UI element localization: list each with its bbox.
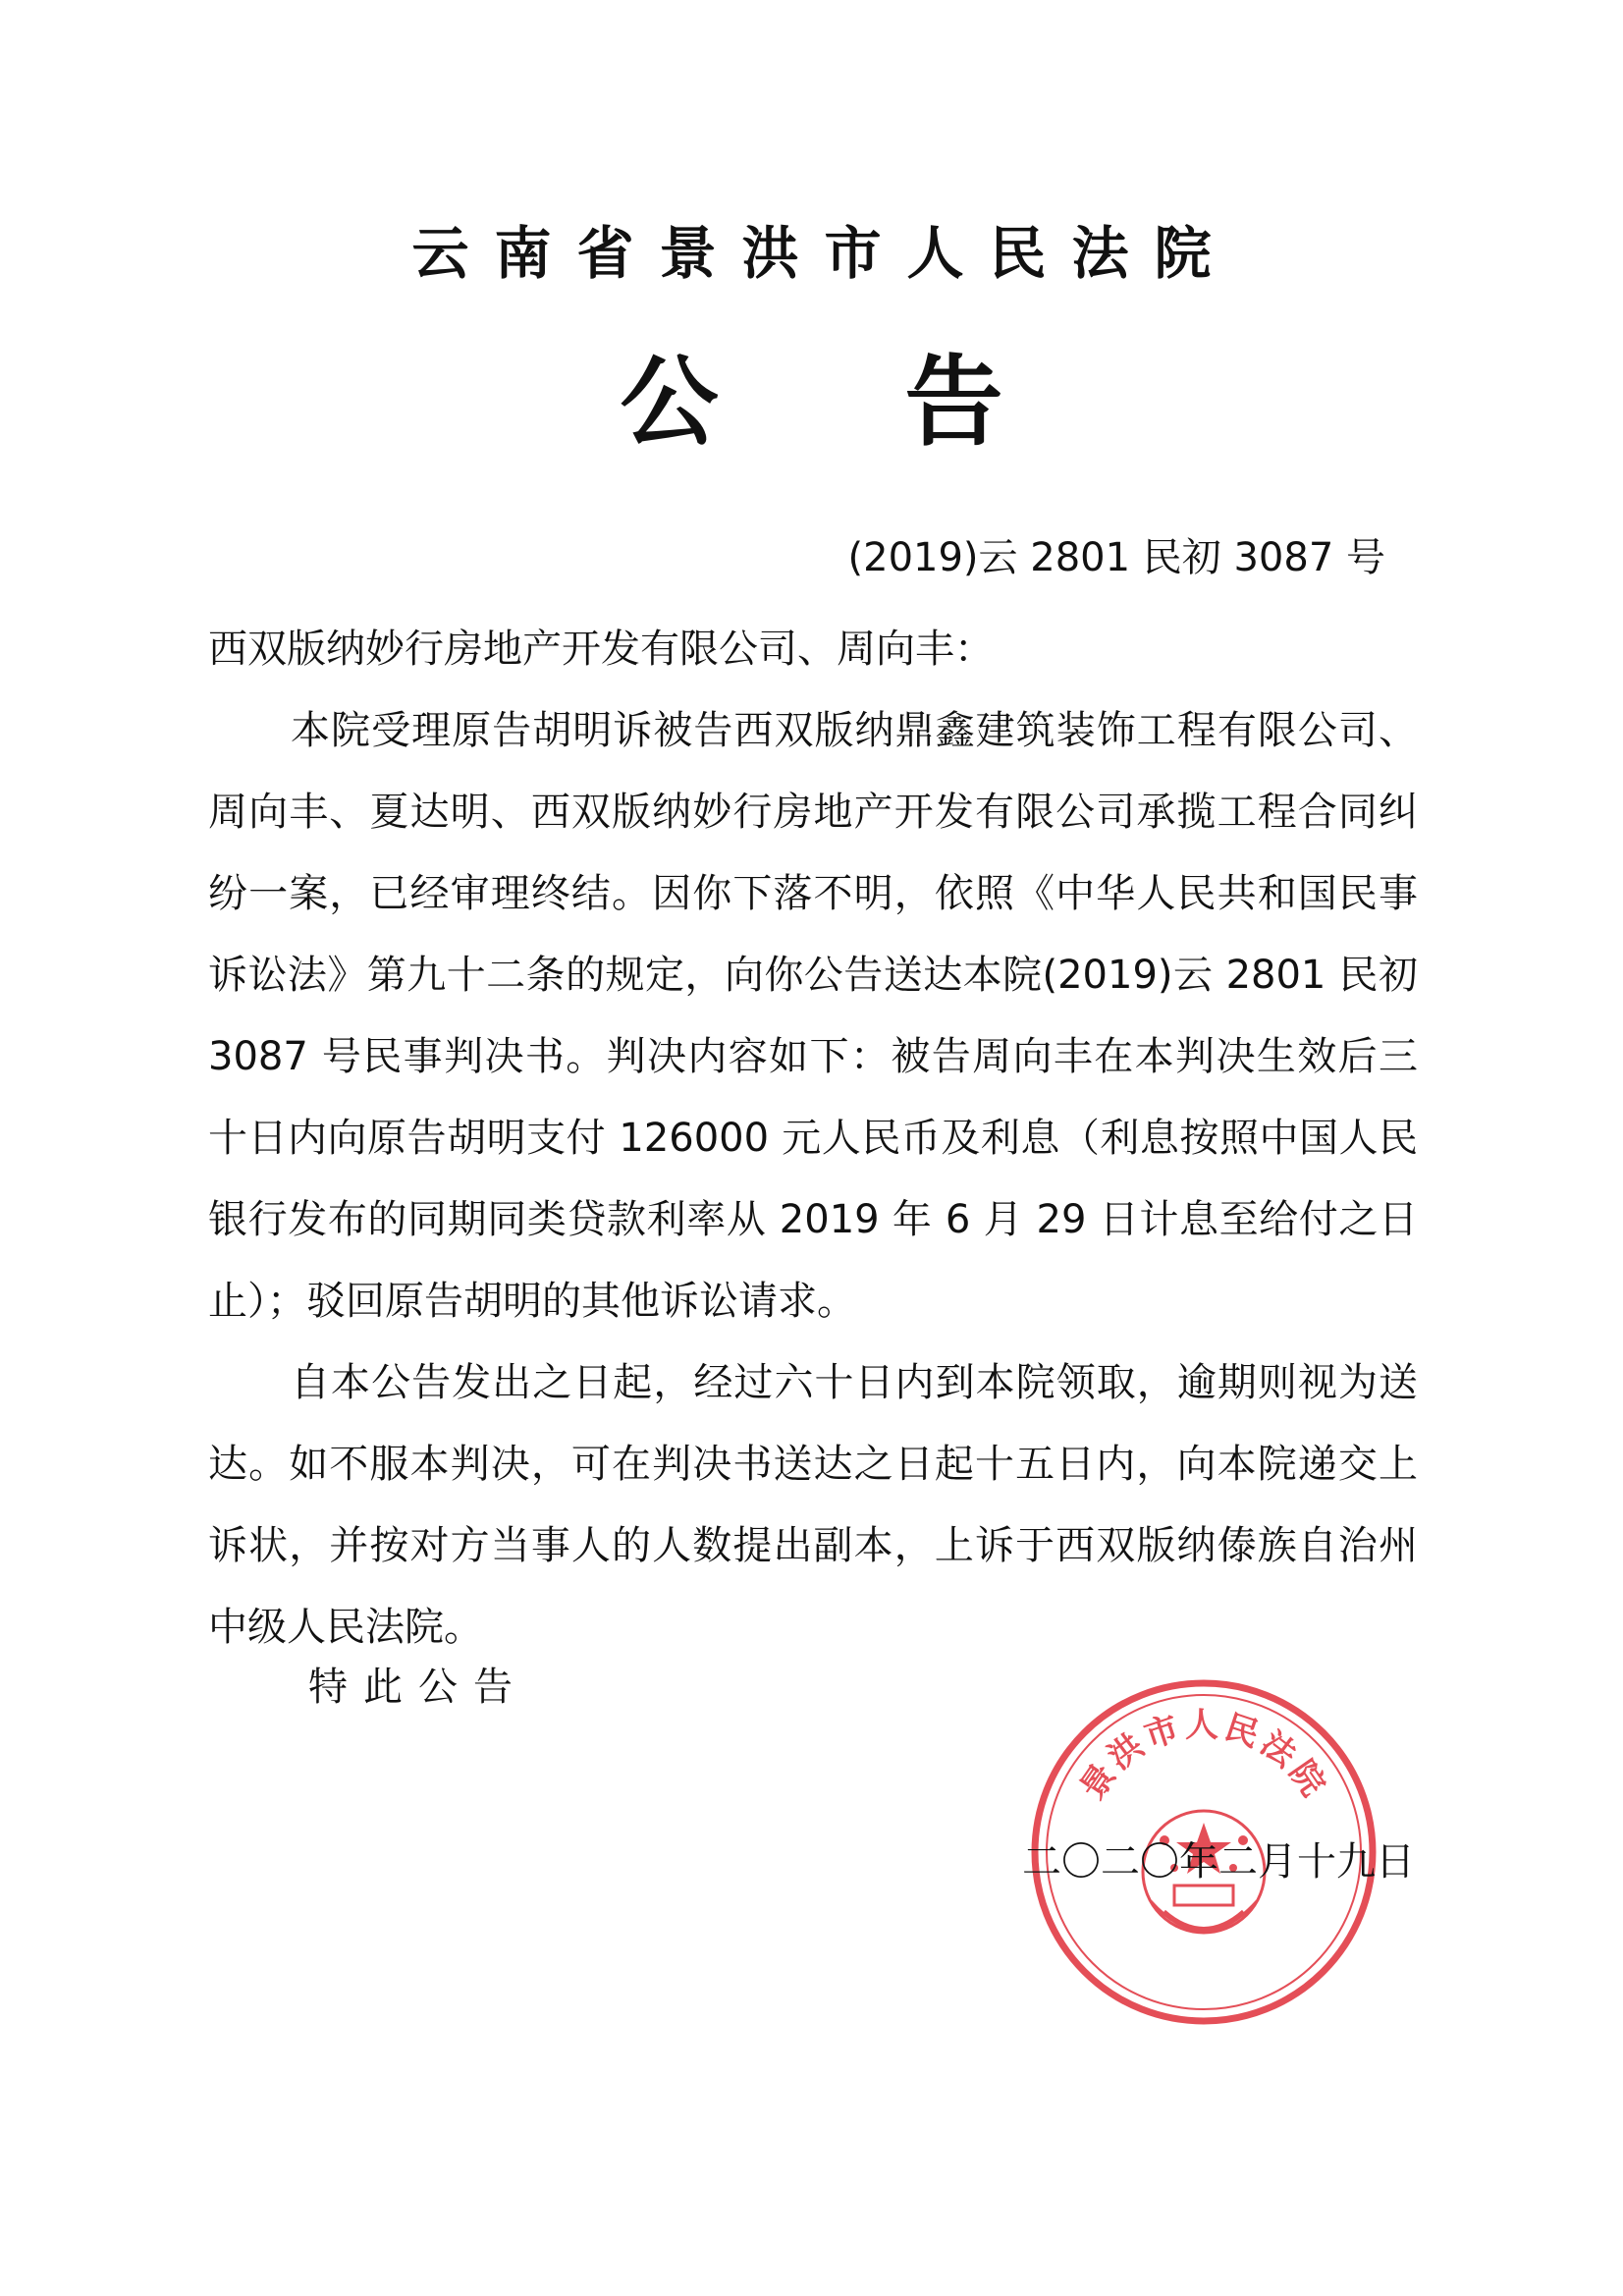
notice-title [0,344,1623,462]
notice-title-right: 告 [904,345,1003,460]
court-name: 云南省景洪市人民法院 [411,220,1237,287]
instructions-paragraph: 自本公告发出之日起，经过六十日内到本院领取，逾期则视为送达。如不服本判决，可在判决书送达之日起十五日内，向本院递交上诉状，并按对方当事人的人数提出副本，上诉于西双版纳傣族自治州中级人民法院。 [208,1360,1418,1650]
notice-date: 二〇二〇年二月十九日 [1022,1839,1415,1885]
notice-body [208,609,1418,1668]
addressee: 西双版纳妙行房地产开发有限公司、周向丰： [208,627,994,672]
seal-name: 景洪市人民法院 [1072,1706,1335,1807]
notice-title-left: 公 [620,345,719,460]
closing-statement: 特此公告 [308,1665,528,1710]
case-number: (2019)云 2801 民初 3087 号 [847,535,1385,580]
judgment-paragraph: 本院受理原告胡明诉被告西双版纳鼎鑫建筑装饰工程有限公司、周向丰、夏达明、西双版纳妙行房地产开发有限公司承揽工程合同纠纷一案，已经审理终结。因你下落不明，依照《中华人民共和国民事诉讼法》第九十二条的规定，向你公告送达本院(2019)云 2801 民初 3087 号民事判决书。判决内容如下：被告周向丰在本判决生效后三十日内向原告胡明支付 126000 元人民币及利息（利息按照中国人民银行发布的同期同类贷款利率从 2019 年 6 月 29 日计息至给付之日止）；驳回原告胡明的其他诉讼请求。 [208,708,1418,1324]
seal-arc-text [1073,1706,1335,1807]
